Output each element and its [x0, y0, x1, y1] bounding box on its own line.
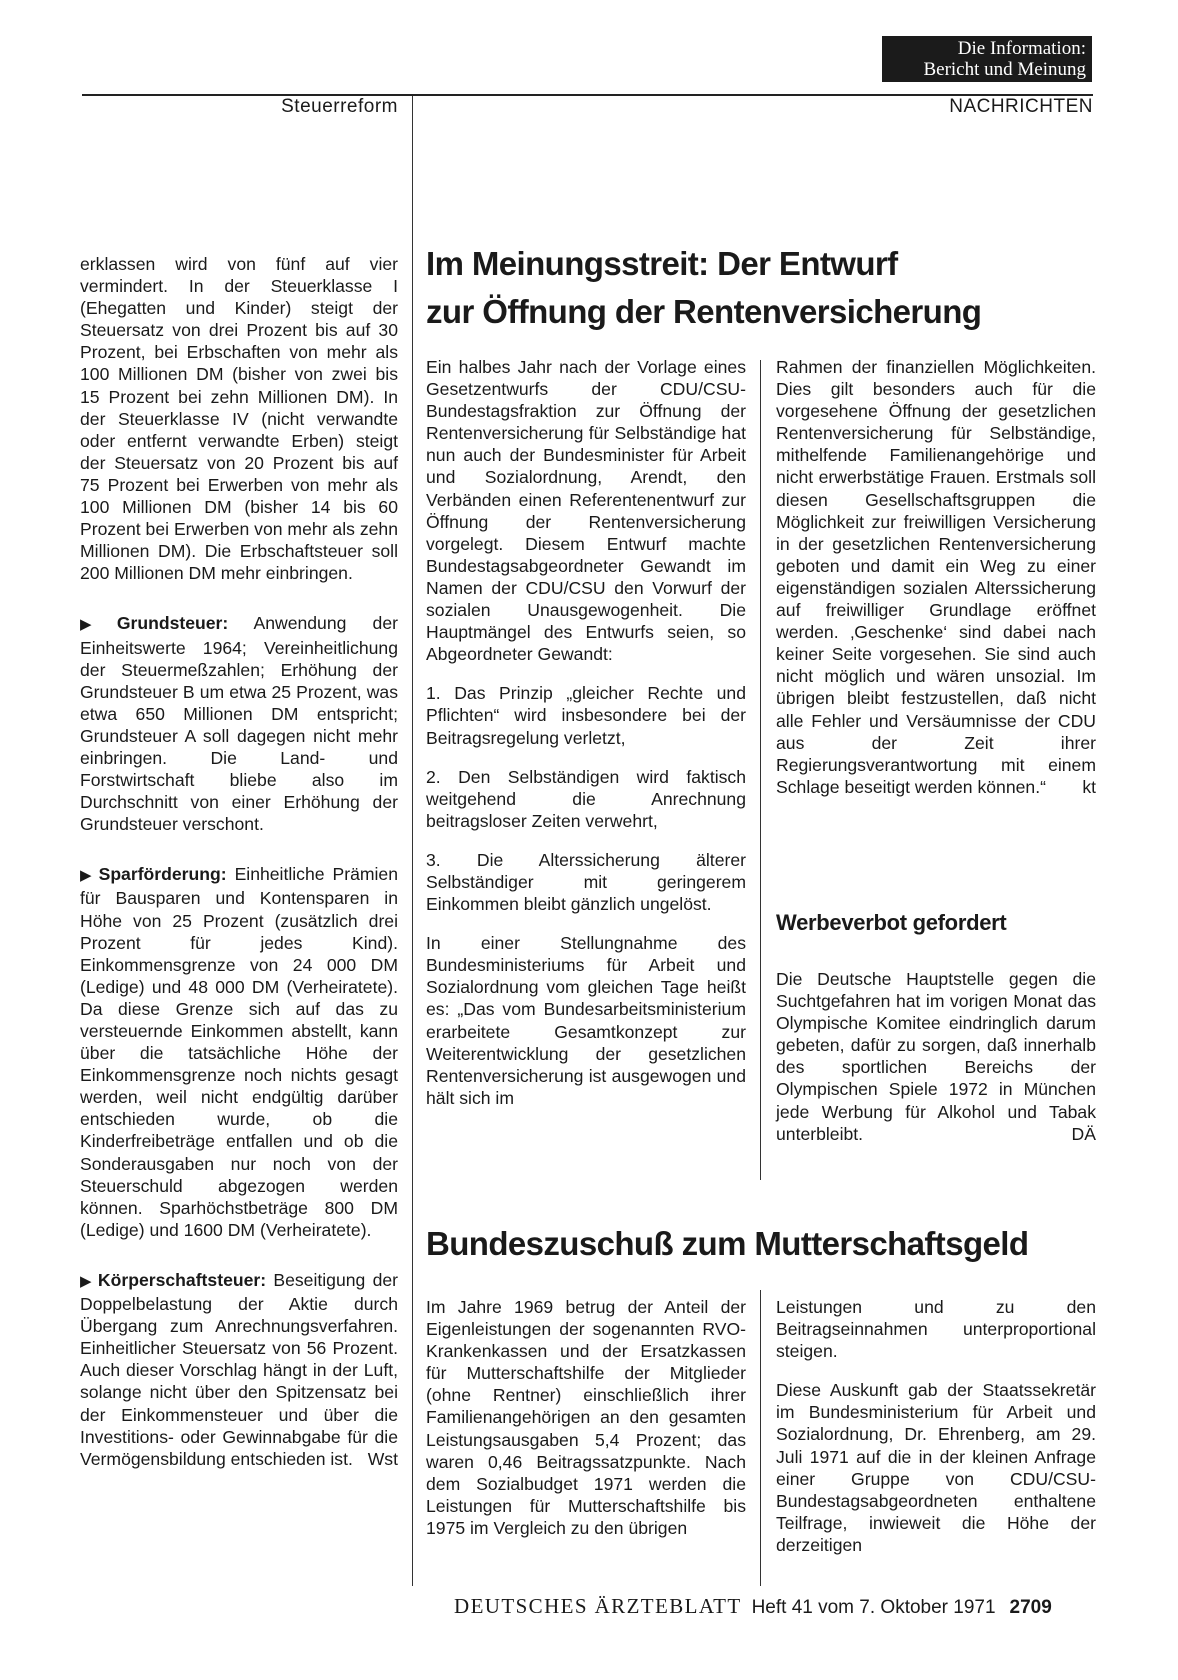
- page-footer: [454, 1594, 1098, 1619]
- journal-title: DEUTSCHES ÄRZTEBLATT: [454, 1594, 742, 1618]
- section-label-left: Steuerreform: [281, 96, 398, 117]
- issue-info: Heft 41 vom 7. Oktober 1971: [751, 1597, 996, 1618]
- triangle-bullet-icon: ▶: [80, 1272, 94, 1290]
- headline-mutterschaftsgeld: Bundeszuschuß zum Mutterschaftsgeld: [426, 1225, 1029, 1262]
- author-signature: kt: [1082, 776, 1096, 797]
- column-divider-lower: [760, 1290, 761, 1586]
- paragraph-point-1: 1. Das Prinzip „gleicher Rechte und Pflichten“ wird insbesondere bei der Beitragsregelung verletzt,: [426, 683, 746, 748]
- lead-grundsteuer: Grundsteuer:: [116, 613, 229, 634]
- paragraph-stellungnahme: In einer Stellungnahme des Bundesministeriums für Arbeit und Sozialordnung vom gleichen Tage heißt es: „Das vom Bundesarbeitsministerium erarbeitete Gesamtkonzept zur Weiterentwicklung der gesetzlichen Rentenversicherung ist ausgewogen und hält sich im: [426, 933, 746, 1108]
- left-column: [80, 253, 398, 1487]
- paragraph-koerperschaftsteuer: [80, 1269, 398, 1470]
- headline-line-1: Im Meinungsstreit: Der Entwurf: [426, 245, 898, 282]
- article-mutterschaftsgeld-col2: [776, 1296, 1096, 1573]
- column-divider-main: [412, 96, 413, 1586]
- page-number: 2709: [1009, 1597, 1052, 1618]
- text-grundsteuer: Anwendung der Einheitswerte 1964; Vereinheitlichung der Steuermeßzahlen; Erhöhung der Grundsteuer B um etwa 25 Prozent, was etwa 650 Millionen DM entspricht; Grundsteuer A soll dagegen nicht mehr einbringen. Die Land- und Forstwirtschaft bliebe also im Durchschnitt von einer Erhöhung der Grundsteuer verschont.: [80, 613, 398, 835]
- paragraph-mutterschaft-2: Leistungen und zu den Beitragseinnahmen unterproportional steigen.: [776, 1297, 1096, 1362]
- article-mutterschaftsgeld-col1: [426, 1296, 746, 1556]
- article-rentenversicherung-col1: [426, 356, 746, 1126]
- headline-werbeverbot: Werbeverbot gefordert: [776, 910, 1007, 935]
- section-badge: [882, 36, 1092, 82]
- triangle-bullet-icon: ▶: [80, 616, 113, 634]
- column-divider-upper: [760, 360, 761, 1180]
- paragraph-erbschaftsteuer: erklassen wird von fünf auf vier vermindert. In der Steuerklasse I (Ehegatten und Kinder) steigt der Steuersatz von drei Prozent bis auf 30 Prozent, bei Erbschaften von mehr als 100 Millionen DM (bisher von zwei bis 15 Prozent bei zehn Millionen DM). In der Steuerklasse IV (nicht verwandte oder entfernt verwandte Erben) steigt der Steuersatz von 20 Prozent bis auf 75 Prozent bei Erwerben von mehr als 100 Millionen DM (bisher 14 bis 60 Prozent bei Erwerben von mehr als zehn Millionen DM). Die Erbschaftsteuer soll 200 Millionen DM mehr einbringen.: [80, 254, 398, 584]
- article-rentenversicherung-col2: [776, 356, 1096, 815]
- author-signature: Wst: [367, 1448, 398, 1469]
- paragraph-intro: Ein halbes Jahr nach der Vorlage eines Gesetzentwurfs der CDU/CSU-Bundestagsfraktion zur Öffnung der Rentenversicherung für Selbständige hat nun auch der Bundesminister für Arbeit und Sozialordnung, Arendt, den Verbänden einen Referentenentwurf zur Öffnung der Rentenversicherung vorgelegt. Diesem Entwurf machte Bundestagsabgeordneter Gewandt im Namen der CDU/CSU den Vorwurf der sozialen Unausgewogenheit. Die Hauptmängel des Entwurfs seien, so Abgeordneter Gewandt:: [426, 357, 746, 665]
- author-signature: DÄ: [1071, 1123, 1096, 1144]
- paragraph-point-3: 3. Die Alterssicherung älterer Selbständiger mit geringerem Einkommen bleibt gänzlich ungelöst.: [426, 849, 746, 915]
- lead-sparfoerderung: Sparförderung:: [98, 864, 227, 885]
- triangle-bullet-icon: ▶: [80, 867, 95, 885]
- lead-koerperschaftsteuer: Körperschaftsteuer:: [97, 1269, 267, 1290]
- paragraph-werbeverbot: [776, 968, 1096, 1145]
- paragraph-mutterschaft-1: Im Jahre 1969 betrug der Anteil der Eigenleistungen der sogenannten RVO-Krankenkassen und der Ersatzkassen für Mutterschaftshilfe der Mitglieder (ohne Rentner) einschließlich ihrer Familienangehörigen an den gesamten Leistungsausgaben 5,4 Prozent; das waren 0,46 Beitragssatzpunkte. Nach dem Sozialbudget 1971 werden die Leistungen für Mutterschaftshilfe bis 1975 im Vergleich zu den übrigen: [426, 1297, 746, 1538]
- text-koerperschaftsteuer: Beseitigung der Doppelbelastung der Aktie durch Übergang zum Anrechnungsverfahren. Einheitlicher Steuersatz von 56 Prozent. Auch dieser Vorschlag hängt in der Luft, solange nicht über den Spitzensatz bei der Einkommensteuer und über die Investitions- oder Gewinnabgabe für die Vermögensbildung entschieden ist.: [80, 1269, 398, 1469]
- text-werbeverbot: Die Deutsche Hauptstelle gegen die Suchtgefahren hat im vorigen Monat das Olympische Komitee eindringlich darum gebeten, dafür zu sorgen, daß innerhalb des sportlichen Bereichs der Olympischen Spiele 1972 in München jede Werbung für Alkohol und Tabak unterbleibt.: [776, 969, 1096, 1144]
- section-label-right: NACHRICHTEN: [949, 96, 1093, 117]
- paragraph-sparfoerderung: [80, 863, 398, 1241]
- paragraph-mutterschaft-3: Diese Auskunft gab der Staatssekretär im Bundesministerium für Arbeit und Sozialordnung, Dr. Ehrenberg, am 29. Juli 1971 auf die in der kleinen Anfrage einer Gruppe von CDU/CSU-Bundestagsabgeordneten enthaltene Teilfrage, inwieweit die Höhe der derzeitigen: [776, 1380, 1096, 1555]
- headline-line-2: zur Öffnung der Rentenversicherung: [426, 293, 982, 330]
- headline-rentenversicherung: [426, 240, 1106, 336]
- paragraph-point-2: 2. Den Selbständigen wird faktisch weitgehend die Anrechnung beitragsloser Zeiten verwehrt,: [426, 766, 746, 831]
- badge-line-1: Die Information:: [957, 38, 1086, 59]
- article-werbeverbot: [776, 968, 1096, 1162]
- paragraph-grundsteuer: [80, 612, 398, 835]
- badge-line-2: Bericht und Meinung: [923, 59, 1086, 80]
- text-stellungnahme-cont: Rahmen der finanziellen Möglichkeiten. Dies gilt besonders auch für die vorgesehene Öffnung der gesetzlichen Rentenversicherung für Selbständige, mithelfende Familienangehörige und nicht erwerbstätige Frauen. Erstmals soll diesen Gesellschaftsgruppen die Möglichkeit zur freiwilligen Versicherung in der gesetzlichen Rentenversicherung geboten und damit ein Weg zu einer eigenständigen sozialen Alterssicherung auf freiwilliger Grundlage eröffnet werden. ‚Geschenke‘ sind dabei nach keiner Seite vorgesehen. Sie sind auch nicht möglich und wären unsozial. Im übrigen bleibt festzustellen, daß nicht alle Fehler und Versäumnisse der CDU aus der Zeit ihrer Regierungsverantwortung mit einem Schlage beseitigt werden können.“: [776, 357, 1096, 797]
- paragraph-stellungnahme-cont: [776, 356, 1096, 798]
- text-sparfoerderung: Einheitliche Prämien für Bausparen und Kontensparen in Höhe von 25 Prozent (zusätzlich drei Prozent für jedes Kind). Einkommensgrenze von 24 000 DM (Ledige) und 48 000 DM (Verheiratete). Da diese Grenze sich auf das zu versteuernde Einkommen abstellt, kann über die tatsächliche Höhe der Einkommensgrenze noch nichts gesagt werden, weil nicht endgültig darüber entschieden wurde, ob die Kinderfreibeträge entfallen und ob die Sonderausgaben nur noch von der Steuerschuld abgezogen werden können. Sparhöchstbeträge 800 DM (Ledige) und 1600 DM (Verheiratete).: [80, 864, 398, 1240]
